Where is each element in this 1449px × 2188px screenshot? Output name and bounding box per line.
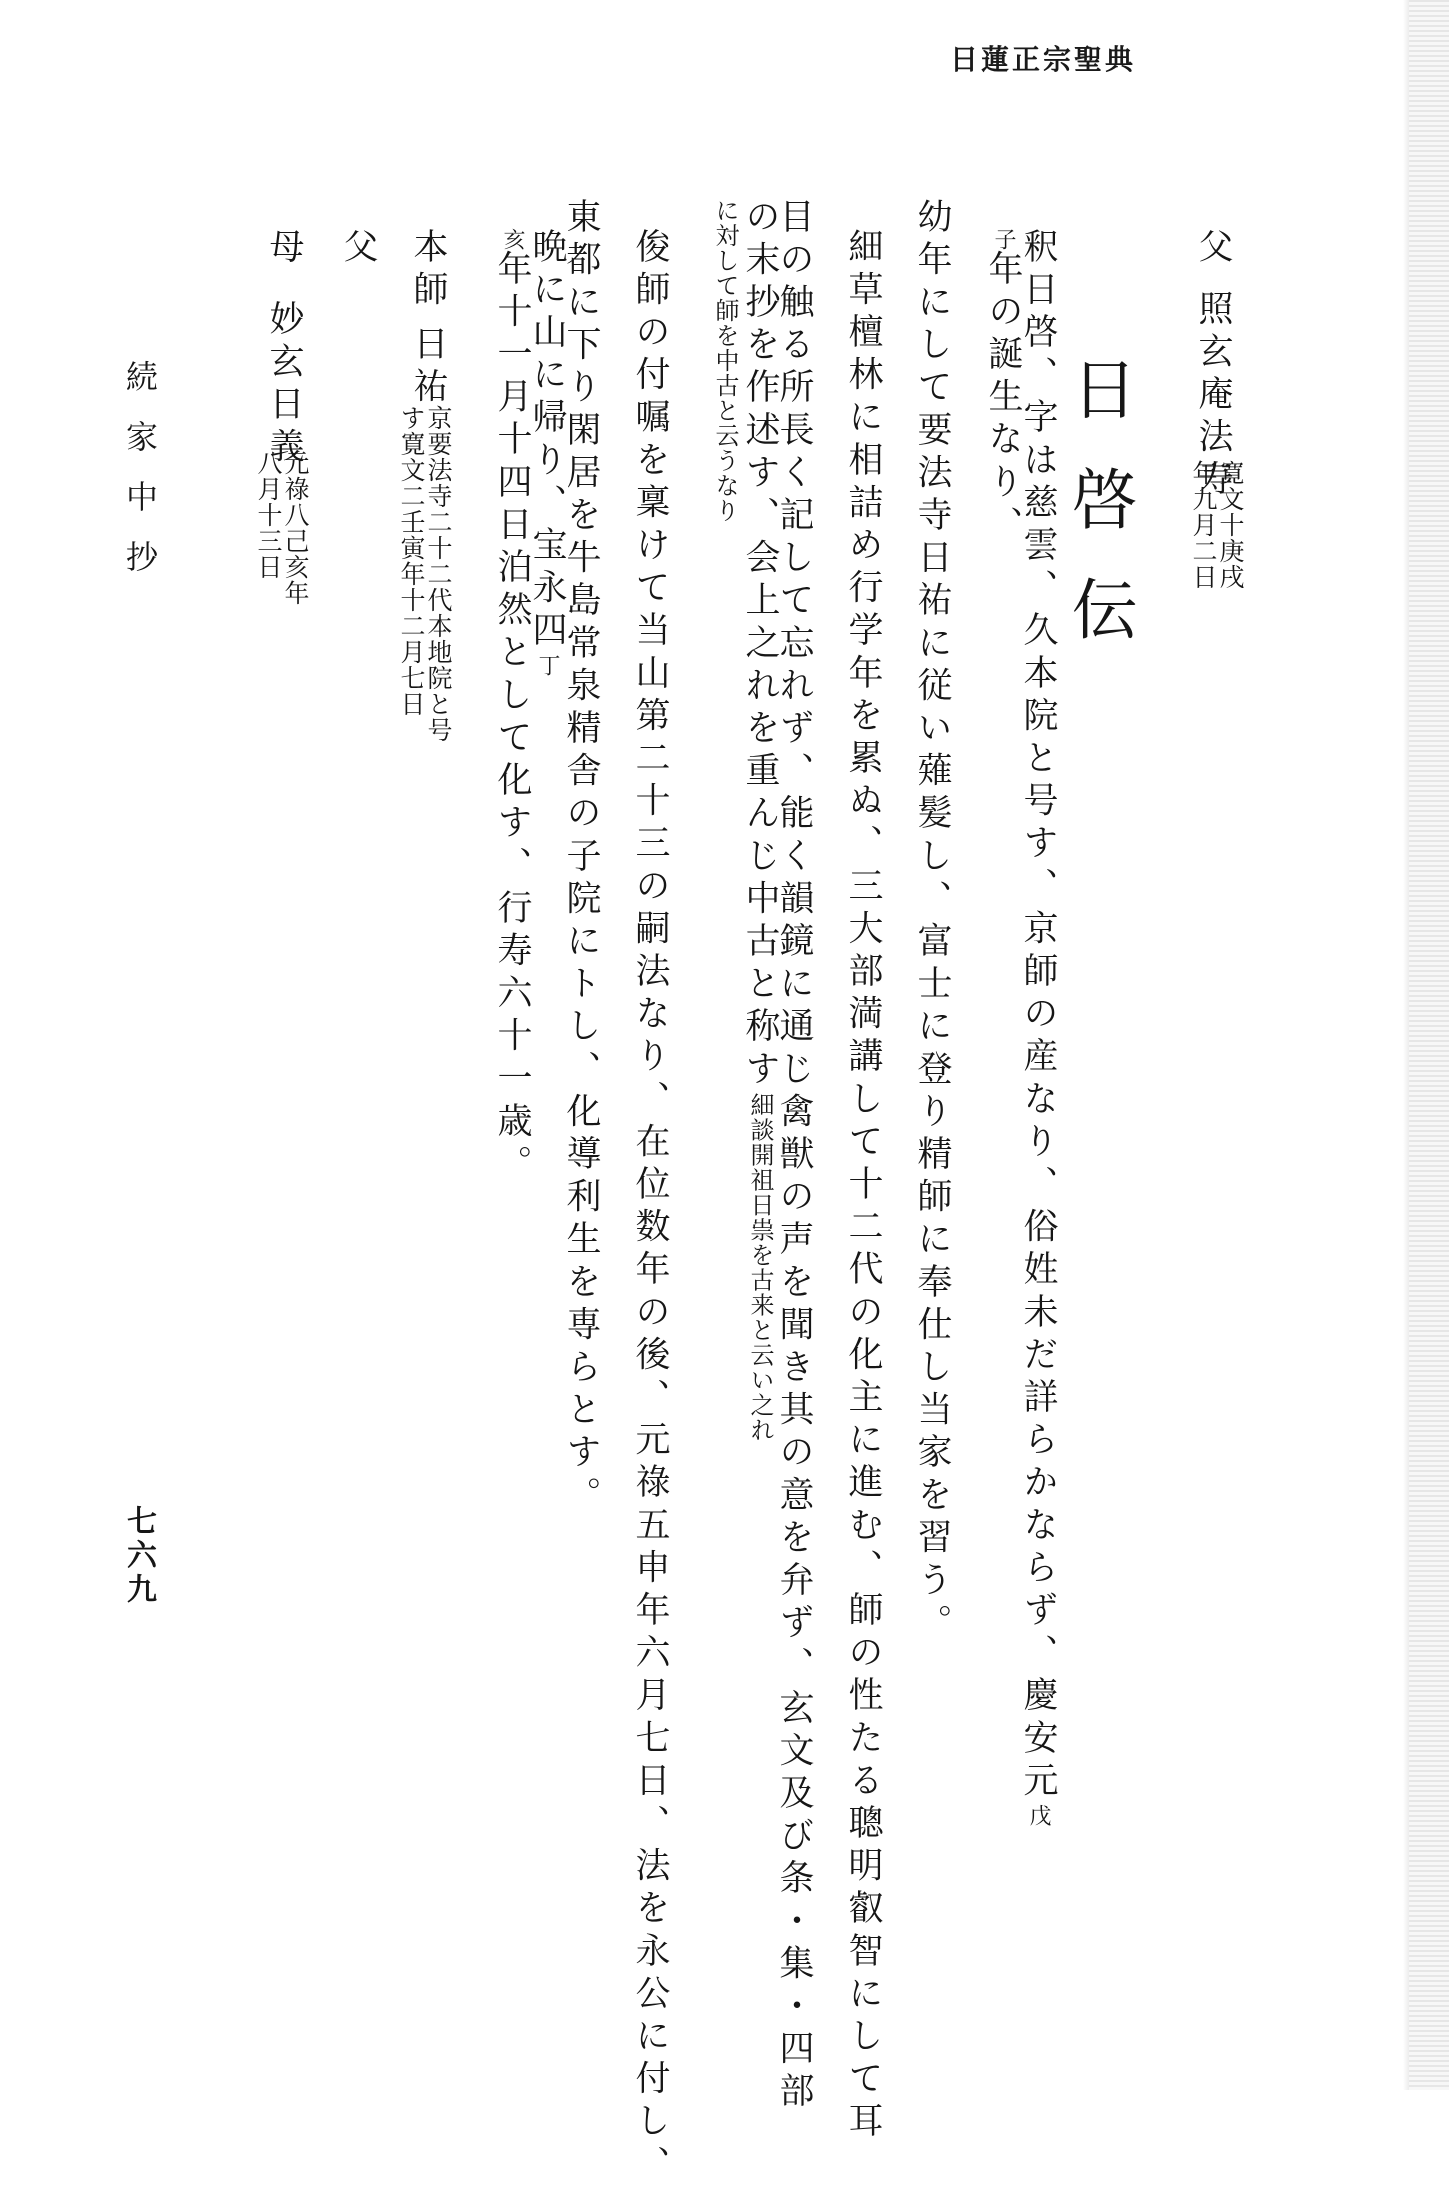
body-column-1 — [983, 228, 1058, 1827]
family-master-label: 本師 — [408, 228, 448, 314]
body-column-5-main: の末抄を作述す、会上之れを重んじ中古と称す — [740, 198, 780, 1093]
page-number: 七六九 — [121, 1505, 156, 1607]
father-date-note: 寛文十庚戌 年九月二日 — [1189, 460, 1245, 590]
body-column-1-tail: 年の誕生なり、 — [983, 250, 1023, 549]
page-title: 日啓伝 — [1060, 355, 1137, 685]
body-column-3: 細草檀林に相詰め行学年を累ぬ、三大部満講して十二代の化主に進む、師の性たる聰明叡智にして耳 — [843, 228, 883, 2145]
body-column-4: 目の触る所長く記して忘れず、能く韻鏡に通じ禽獣の声を聞き其の意を弁ず、玄文及び条・集・四部 — [774, 198, 814, 2115]
family-master-note: 京要法寺二十二代本地院と号 す寛文二壬寅年十二月七日 — [397, 405, 453, 743]
page-edge — [1409, 0, 1449, 2090]
book-title-header: 日蓮正宗聖典 — [950, 43, 1137, 76]
family-father-label: 父 — [338, 228, 378, 271]
body-column-5 — [707, 198, 780, 1443]
body-column-1-note: 戊 子 — [991, 228, 1051, 1827]
father-name: 照玄庵法寿 — [1193, 290, 1233, 503]
body-column-5-note: 細談開祖日祟を古来と云い之れ に対して師を中古と云うなり — [711, 198, 774, 1443]
body-column-7: 東都に下り閑居を牛島常泉精舎の子院にトし、化導利生を専らとす。 — [561, 198, 601, 1519]
body-column-1-main: 釈日啓、字は慈雲、久本院と号す、京師の産なり、俗姓未だ詳らかならず、慶安元 — [1018, 228, 1058, 1805]
family-mother-note: 元祿八己亥年 八月十三日 — [254, 450, 310, 606]
body-column-8 — [492, 228, 567, 1188]
source-title: 続家中抄 — [121, 360, 159, 600]
family-mother-label: 母 — [264, 228, 304, 271]
body-column-8-note: 丁 亥 — [500, 228, 560, 676]
body-column-8-main: 晩に山に帰り、宝永四 — [527, 228, 567, 654]
father-label: 父 — [1193, 228, 1233, 271]
family-master-name: 日祐 — [408, 325, 448, 411]
body-column-8-tail: 年十一月十四日泊然として化す、行寿六十一歳。 — [492, 250, 532, 1188]
body-column-2: 幼年にして要法寺日祐に従い薙髪し、富士に登り精師に奉仕し当家を習う。 — [912, 198, 952, 1647]
family-mother-name: 妙玄日義 — [264, 300, 304, 471]
body-column-6: 俊師の付嘱を稟けて当山第二十三の嗣法なり、在位数年の後、元祿五申年六月七日、法を永公に付し、 — [630, 228, 670, 2188]
